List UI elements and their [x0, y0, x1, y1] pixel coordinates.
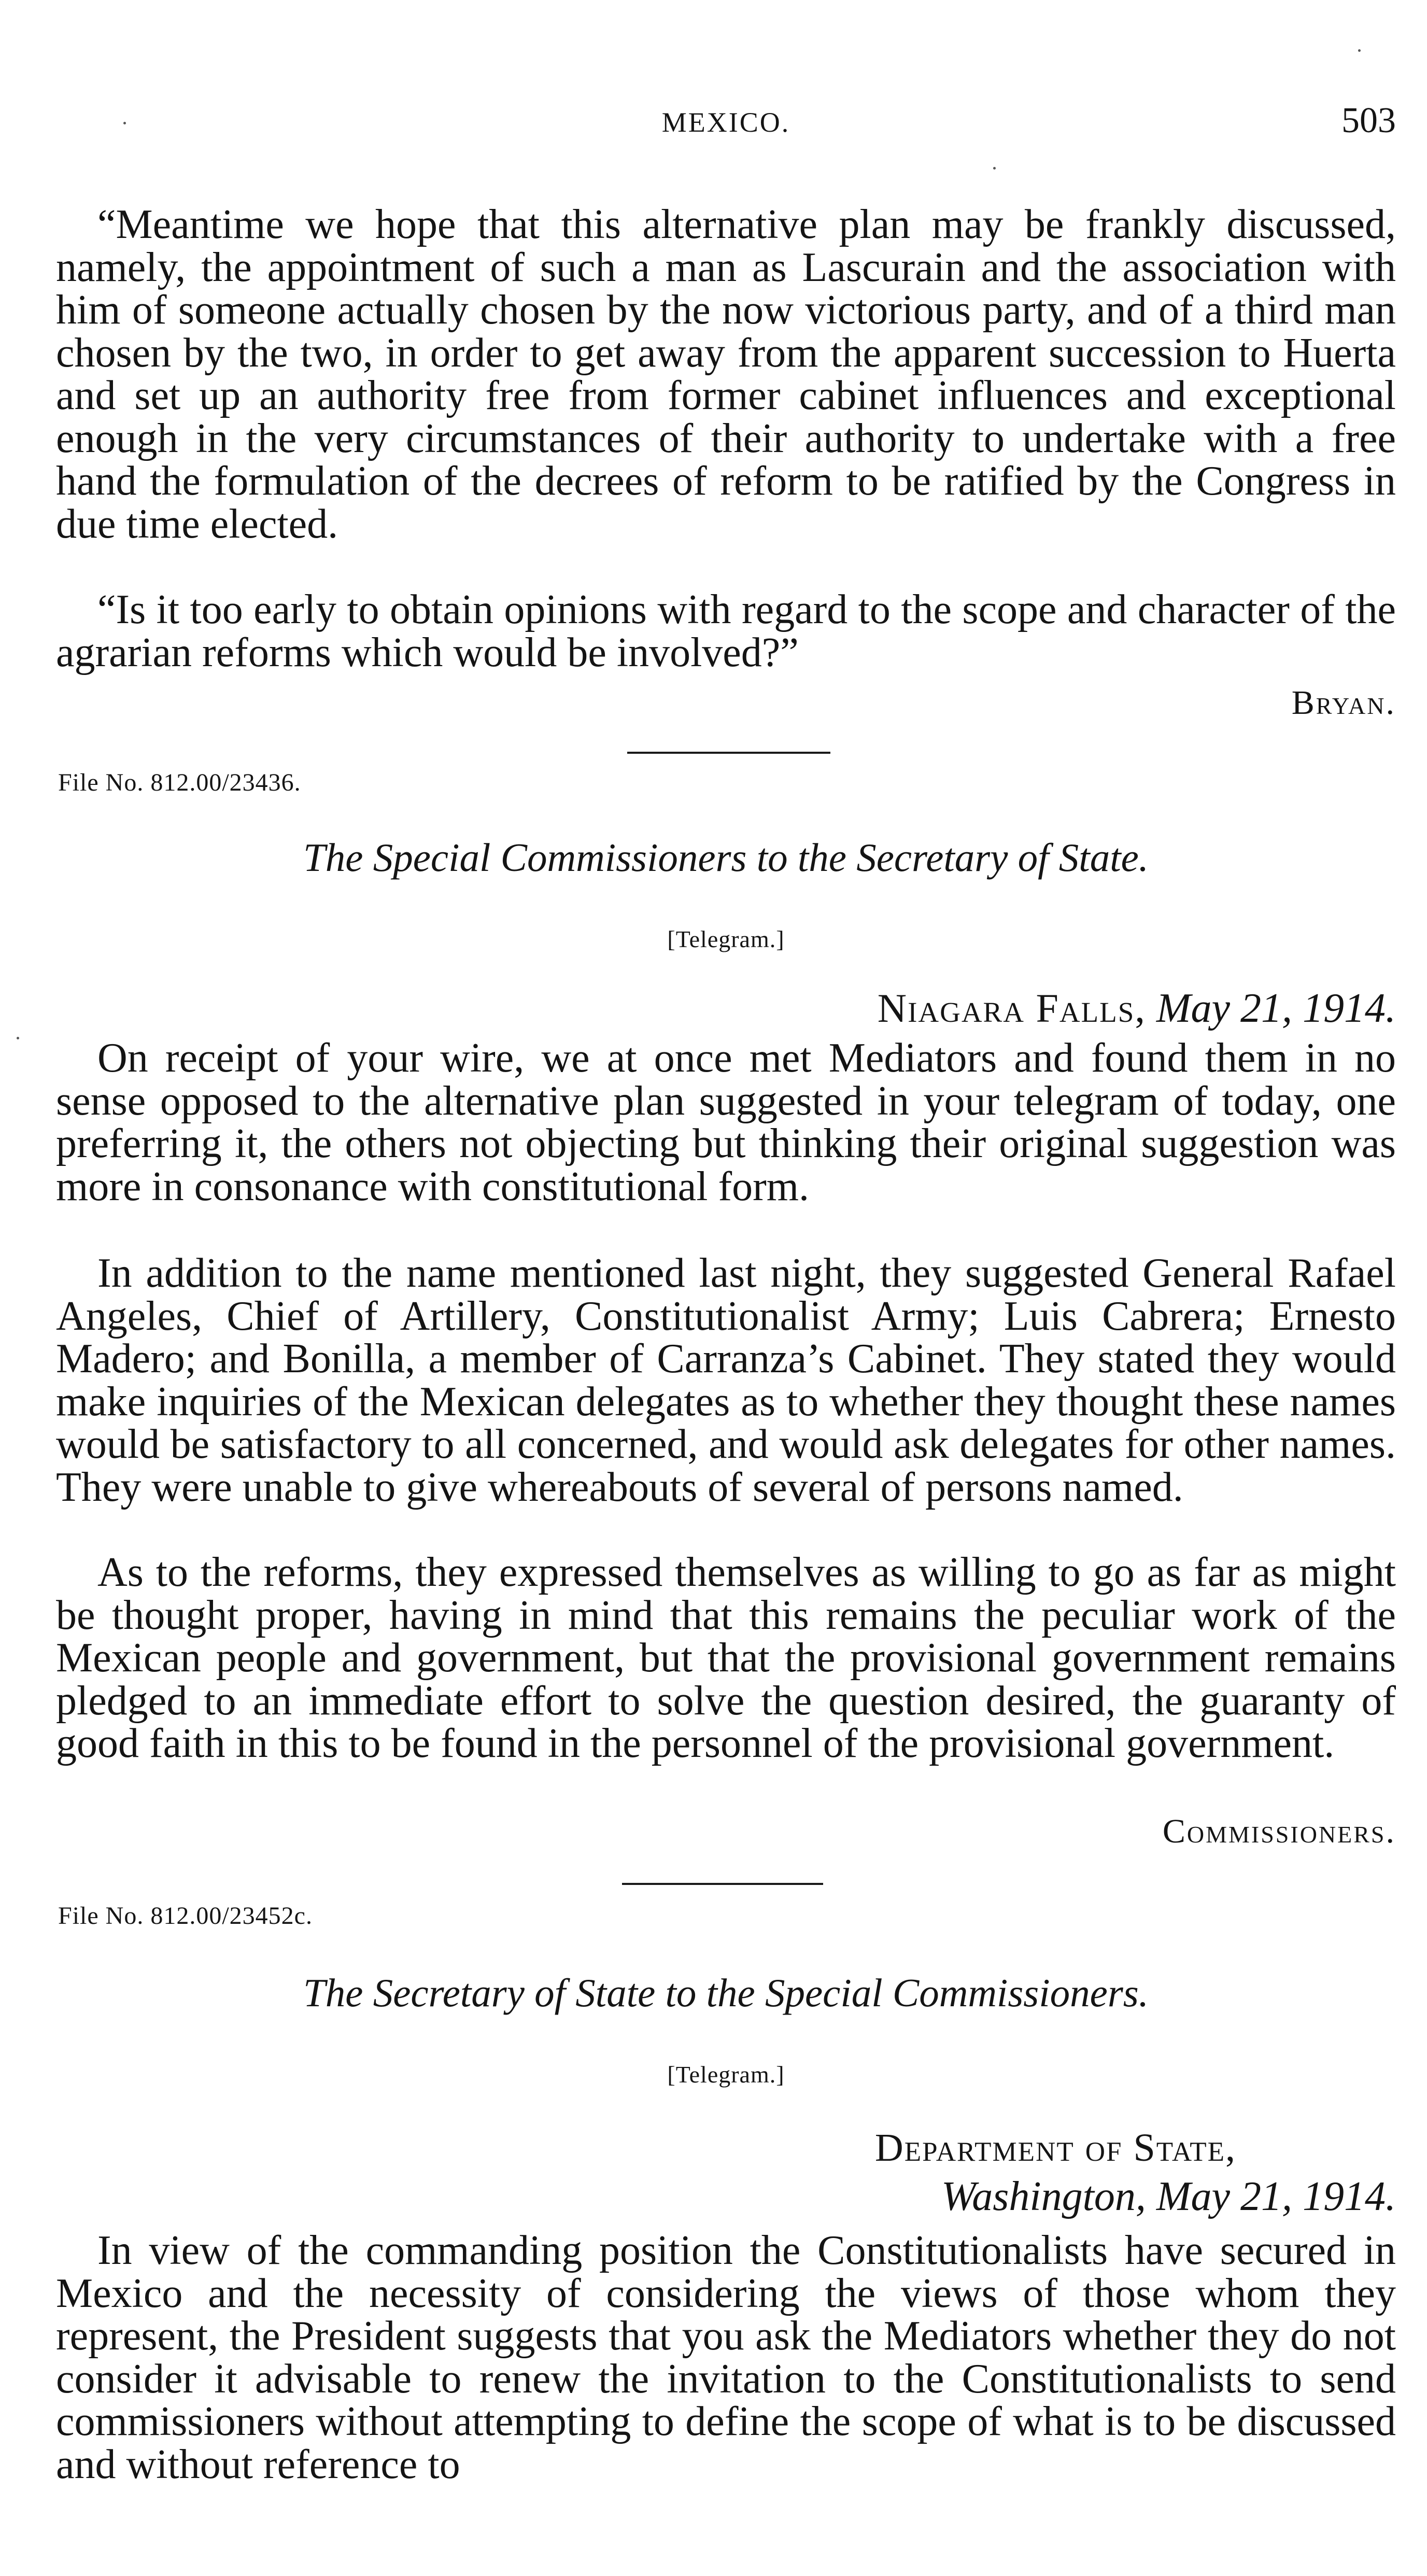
dateline — [878, 985, 1396, 1032]
scan-speck — [993, 167, 996, 170]
paragraph: As to the reforms, they expressed themselves as willing to go as far as might be thought proper, having in mind that this remains the peculiar work of the Mexican people and government, but that the provisional government remains pledged to an immediate effort to solve the question desired, the guaranty of good faith in this to be found in the personnel of the provisional government. — [56, 1550, 1396, 1766]
department-line: Department of State, — [874, 2126, 1236, 2170]
telegram-label: [Telegram.] — [667, 926, 785, 952]
signature: Commissioners. — [1162, 1812, 1396, 1850]
section-divider — [627, 752, 830, 754]
file-number: File No. 812.00/23452c. — [58, 1902, 313, 1930]
paragraph: “Is it too early to obtain opinions with regard to the scope and character of the agrarian reforms which would be involved?” — [56, 587, 1396, 675]
section-divider — [622, 1883, 823, 1885]
document-heading: The Secretary of State to the Special Commissioners. — [303, 1970, 1149, 2015]
paragraph: On receipt of your wire, we at once met Mediators and found them in no sense opposed to the alternative plan suggested in your telegram of today, one preferring it, the others not objecting but thinking their original suggestion was more in consonance with constitutional form. — [56, 1035, 1396, 1209]
scan-speck — [1358, 49, 1361, 52]
signature: Bryan. — [1291, 684, 1396, 722]
file-number: File No. 812.00/23436. — [58, 769, 301, 796]
paragraph: “Meantime we hope that this alternative plan may be frankly discussed, namely, the appointment of such a man as Lascurain and the association with him of someone actually chosen by the now victorious party, and of a third man chosen by the two, in order to get away from the apparent succession to Huerta and set up an authority free from former cabinet influences and exceptional enough in the very circumstances of their authority to undertake with a free hand the formulation of the decrees of reform to be ratified by the Congress in due time elected. — [56, 202, 1396, 547]
document-page — [56, 0, 1396, 2576]
dateline-place: Niagara Falls, — [877, 986, 1146, 1031]
running-head — [56, 101, 1396, 148]
document-heading: The Special Commissioners to the Secretary of State. — [303, 835, 1149, 880]
dateline: Washington, May 21, 1914. — [941, 2174, 1396, 2219]
scan-speck — [17, 1037, 19, 1039]
dateline-date: May 21, 1914. — [1156, 986, 1396, 1031]
running-title: MEXICO. — [661, 107, 790, 138]
paragraph: In addition to the name mentioned last night, they suggested General Rafael Angeles, Chief of Artillery, Constitutionalist Army; Luis Cabrera; Ernesto Madero; and Bonilla, a member of Carranza’s Cabinet. They stated they would make inquiries of the Mexican delegates as to whether they thought these names would be satisfactory to all concerned, and would ask delegates for other names. They were unable to give whereabouts of several of persons named. — [56, 1250, 1396, 1510]
paragraph: In view of the commanding position the Constitutionalists have secured in Mexico and the necessity of considering the views of those whom they represent, the President suggests that you ask the Mediators whether they do not consider it advisable to renew the invitation to the Constitutionalists to send commissioners without attempting to define the scope of what is to be discussed and without reference to — [56, 2228, 1396, 2487]
page-number: 503 — [1341, 101, 1396, 140]
telegram-label: [Telegram.] — [667, 2061, 785, 2088]
